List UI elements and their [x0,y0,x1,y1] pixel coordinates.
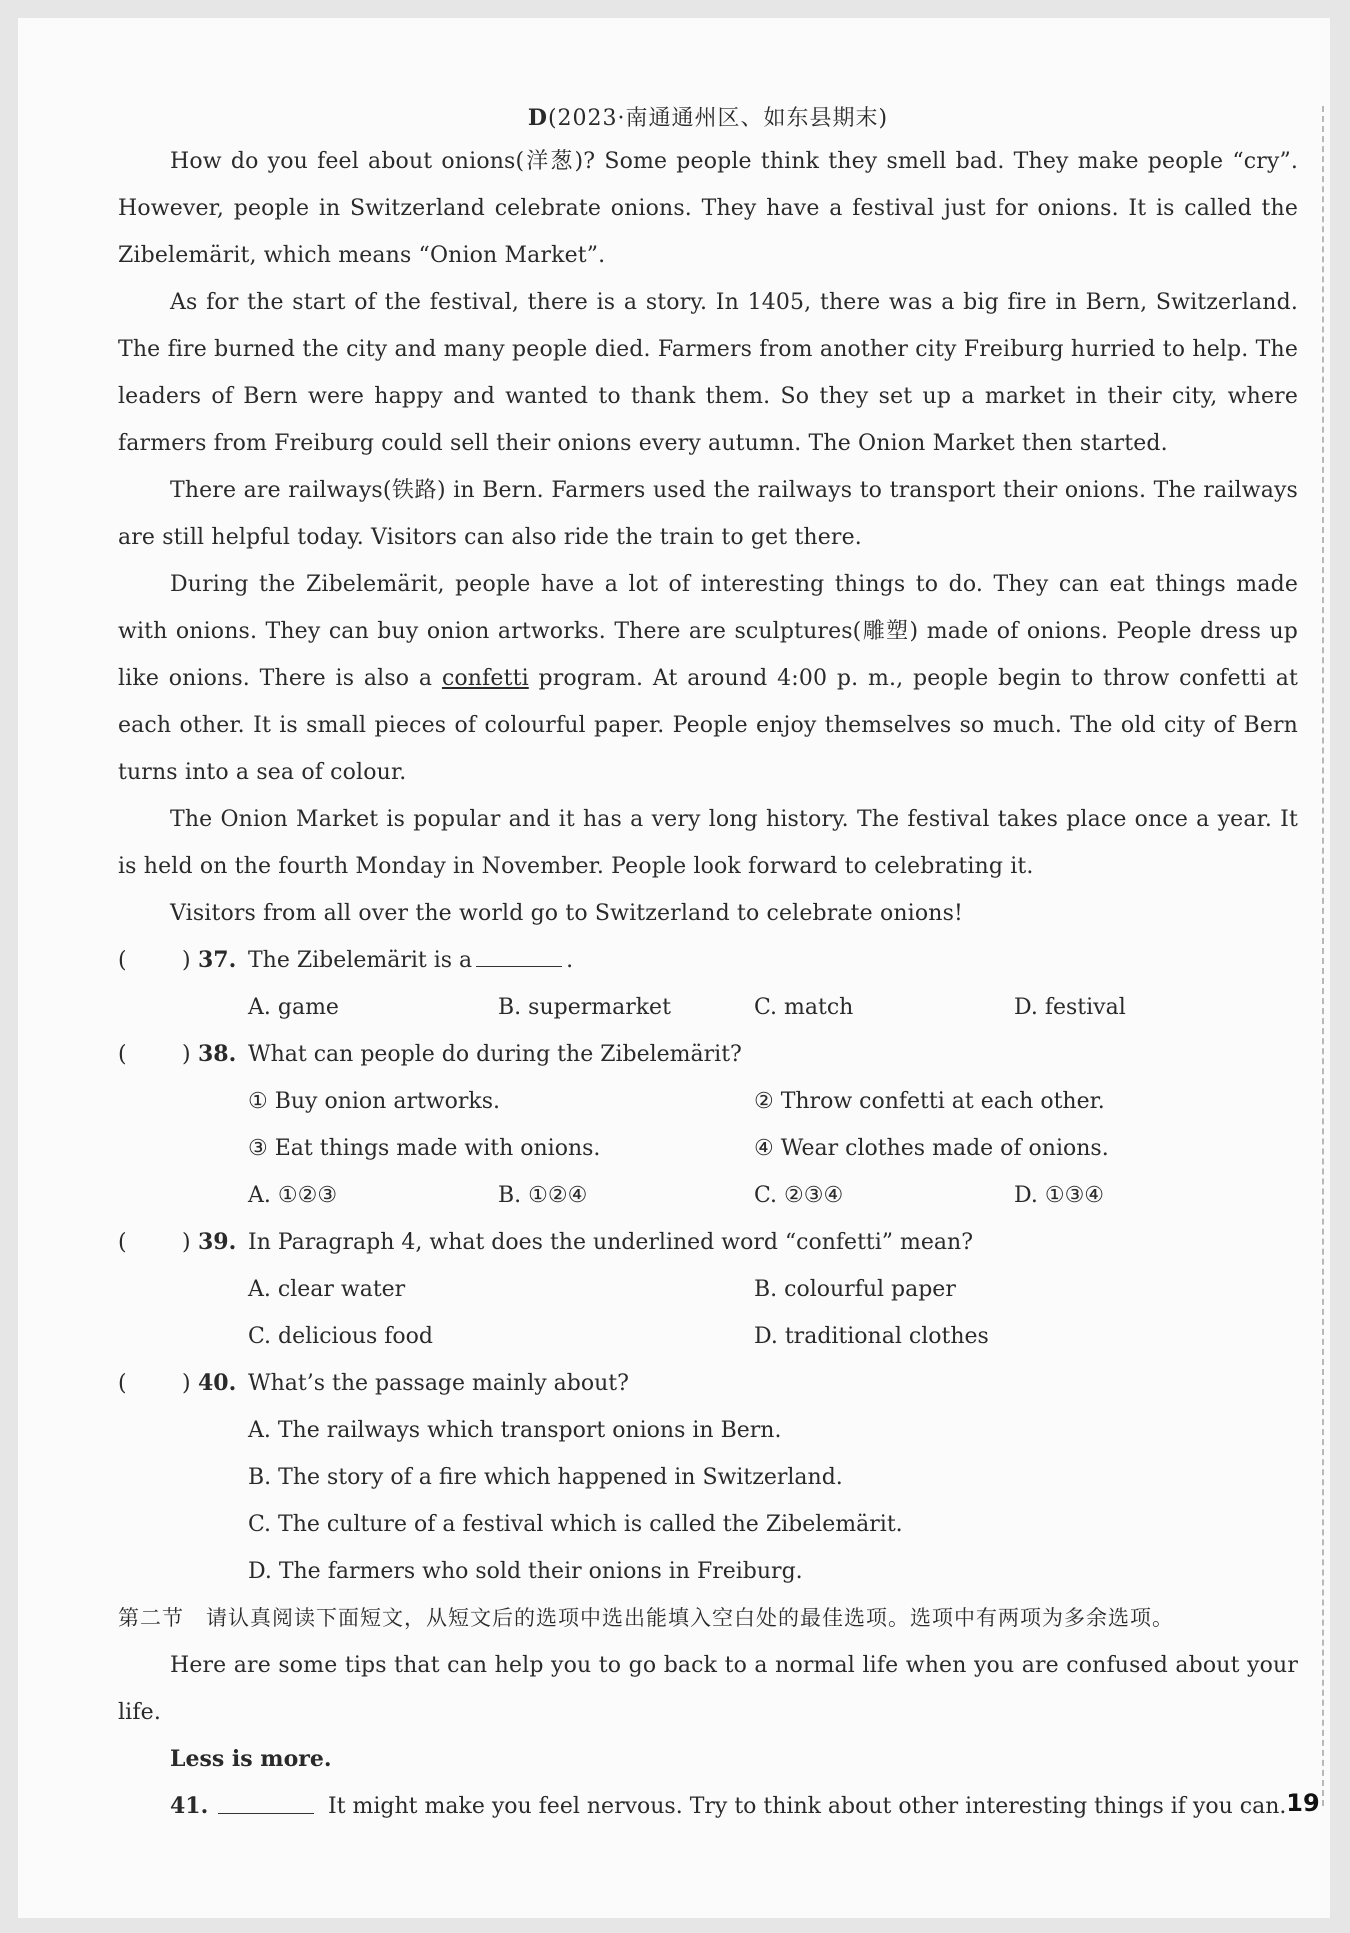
passage-paragraph-3: There are railways(铁路) in Bern. Farmers used the railways to transport their onions. The railways are still helpful today. Visitors can also ride the train to get there. [118,478,1298,550]
answer-blank [218,1813,314,1814]
answer-paren-close: ) [182,1371,191,1396]
option-d: D. ①③④ [1014,1183,1105,1208]
underlined-word: confetti [441,666,529,691]
exam-page [18,18,1330,1918]
question-text: What’s the passage mainly about? [248,1371,629,1396]
question-number: 37. [198,947,237,973]
option-b: B. ①②④ [498,1183,588,1208]
question-38-statements-row-2 [118,1125,1298,1172]
option-d: D. festival [1014,995,1126,1020]
option-d: D. traditional clothes [754,1324,989,1349]
item-text: It might make you feel nervous. Try to think about other interesting things if you can. [328,1794,1287,1819]
question-39-options-row-2 [118,1313,1298,1360]
question-text-before: The Zibelemärit is a [248,948,473,973]
option-a: A. ①②③ [248,1183,338,1208]
question-38 [118,1031,1298,1078]
item-number: 41. [170,1793,209,1819]
question-40-option-a-row [118,1407,1298,1454]
answer-paren-open: ( [118,1230,127,1255]
question-text: In Paragraph 4, what does the underlined word “confetti” mean? [248,1230,973,1255]
statement-1: ① Buy onion artworks. [248,1089,501,1114]
option-b: B. The story of a fire which happened in Switzerland. [248,1465,843,1490]
question-40-option-c-row [118,1501,1298,1548]
option-c: C. The culture of a festival which is called the Zibelemärit. [248,1512,903,1537]
paragraph-4-text-after: program. At around 4:00 p. m., people begin to throw confetti at each other. It is small pieces of colourful paper. People enjoy themselves so much. The old city of Bern turns into a sea of colour. [118,666,1298,785]
question-number: 40. [198,1370,237,1396]
option-c: C. match [754,995,854,1020]
passage-paragraph-1: How do you feel about onions(洋葱)? Some people think they smell bad. They make people “cry”. However, people in Switzerland celebrate onions. They have a festival just for onions. It is called the Zibelemärit, which means “Onion Market”. [118,149,1298,268]
passage-letter: D [527,105,548,131]
question-39 [118,1219,1298,1266]
option-d: D. The farmers who sold their onions in Freiburg. [248,1559,803,1584]
passage-paragraph-5: The Onion Market is popular and it has a very long history. The festival takes place once a year. It is held on the fourth Monday in November. People look forward to celebrating it. [118,807,1298,879]
answer-blank [476,940,562,967]
paragraph-4-text-before: During the Zibelemärit, people have a lot of interesting things to do. They can eat things made with onions. They can buy onion artworks. There are sculptures(雕塑) made of onions. People dress up like onions. There is also a [118,572,1298,691]
option-a: A. The railways which transport onions in Bern. [248,1418,782,1443]
section-2-instruction: 第二节 请认真阅读下面短文，从短文后的选项中选出能填入空白处的最佳选项。选项中有两项为多余选项。 [118,1606,1174,1630]
question-text [248,937,573,984]
passage-source: (2023·南通通州区、如东县期末) [547,106,889,131]
question-40 [118,1360,1298,1407]
answer-paren-close: ) [182,1230,191,1255]
option-b: B. supermarket [498,995,671,1020]
question-40-option-b-row [118,1454,1298,1501]
option-a: A. game [248,995,339,1020]
question-text-after: . [566,948,574,973]
passage-paragraph-4 [118,561,1298,796]
question-37-options [118,984,1298,1031]
page-content [118,98,1298,1830]
tip-title: Less is more. [170,1746,332,1772]
question-37 [118,937,1298,984]
answer-paren-open: ( [118,1042,127,1067]
option-b: B. colourful paper [754,1277,956,1302]
answer-paren-close: ) [182,1042,191,1067]
statement-2: ② Throw confetti at each other. [754,1089,1105,1114]
question-number: 39. [198,1229,237,1255]
passage-heading [118,98,1298,138]
option-c: C. ②③④ [754,1183,844,1208]
statement-3: ③ Eat things made with onions. [248,1136,601,1161]
passage-paragraph-2: As for the start of the festival, there is a story. In 1405, there was a big fire in Bern, Switzerland. The fire burned the city and many people died. Farmers from another city Freiburg hurried to help. The leaders of Bern were happy and wanted to thank them. So they set up a market in their city, where farmers from Freiburg could sell their onions every autumn. The Onion Market then started. [118,290,1298,456]
answer-paren-open: ( [118,948,127,973]
question-39-options-row-1 [118,1266,1298,1313]
statement-4: ④ Wear clothes made of onions. [754,1136,1109,1161]
question-text: What can people do during the Zibelemärit? [248,1042,742,1067]
option-c: C. delicious food [248,1324,433,1349]
binding-margin-line [1322,106,1324,1806]
option-a: A. clear water [248,1277,406,1302]
question-number: 38. [198,1041,237,1067]
question-38-statements-row-1 [118,1078,1298,1125]
page-number: 19 [1286,1789,1320,1817]
answer-paren-open: ( [118,1371,127,1396]
item-41 [118,1783,1298,1830]
question-38-options [118,1172,1298,1219]
section-2-intro: Here are some tips that can help you to go back to a normal life when you are confused about your life. [118,1653,1298,1725]
passage-paragraph-6: Visitors from all over the world go to Switzerland to celebrate onions! [170,901,964,926]
answer-paren-close: ) [182,948,191,973]
question-40-option-d-row [118,1548,1298,1595]
